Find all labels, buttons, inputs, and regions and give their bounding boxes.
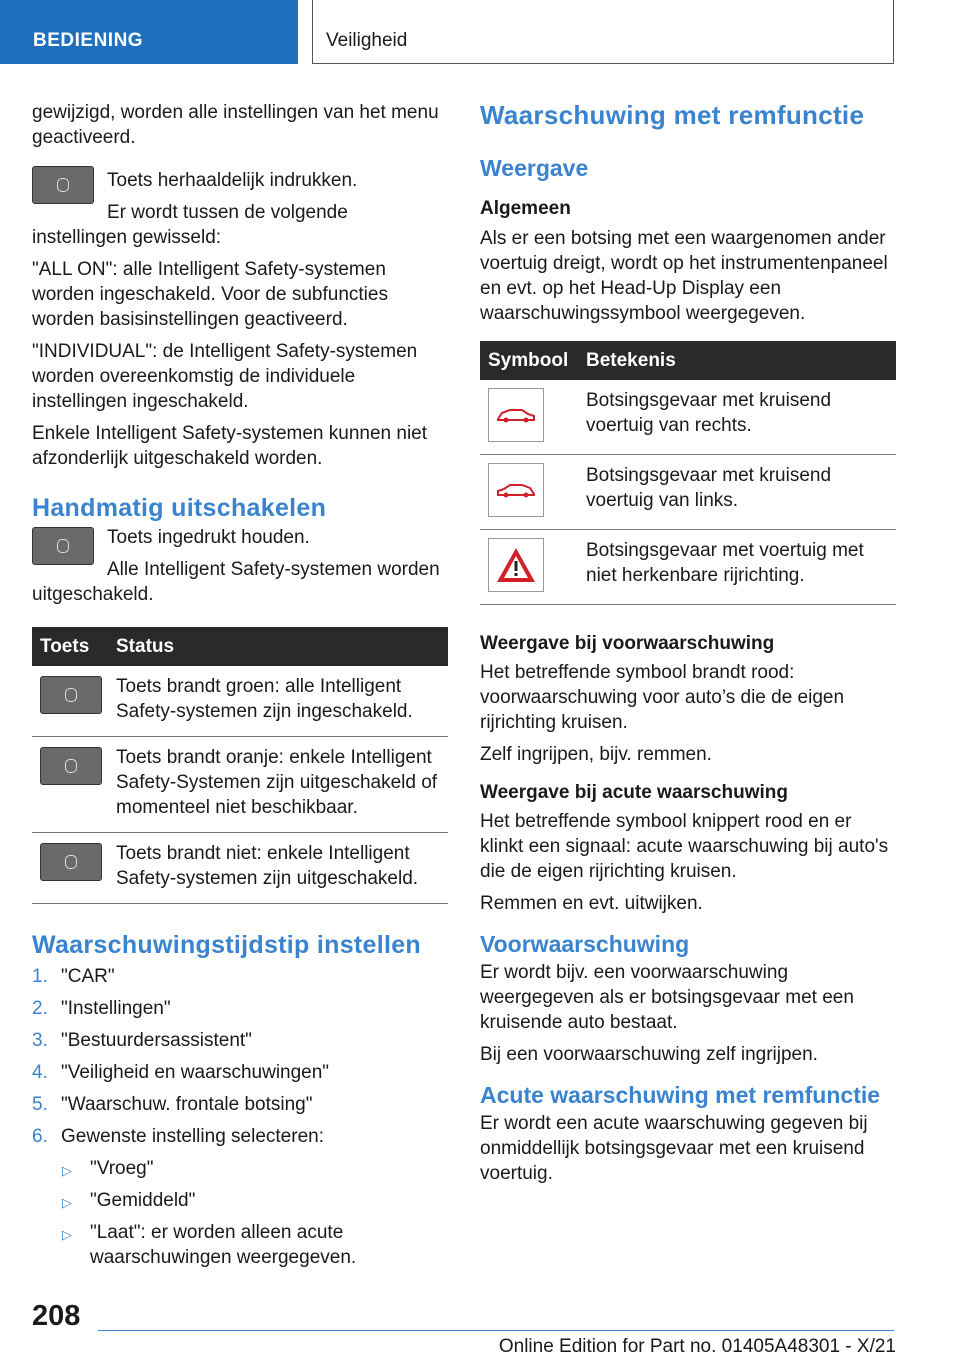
acute-brake-warning-heading: Acute waarschuwing met remfunctie xyxy=(480,1082,881,1108)
steps-list xyxy=(32,964,448,1149)
meaning-cell: Botsingsgevaar met kruisend voertuig van rechts. xyxy=(578,380,896,455)
list-item: 3. "Bestuurdersassistent" xyxy=(32,1030,252,1051)
right-column xyxy=(480,100,896,1186)
manual-off-heading: Handmatig uitschakelen xyxy=(32,494,327,522)
footer-divider xyxy=(98,1330,894,1331)
list-item: 6. Gewenste instelling selecteren: xyxy=(32,1126,324,1147)
chapter-header xyxy=(312,0,894,64)
car-crossing-left-icon xyxy=(488,463,544,517)
meaning-cell: Botsingsgevaar met voertuig met niet herkenbare rijrichting. xyxy=(578,530,896,605)
acute-warning-display-text: Het betreffende symbool knippert rood en er klinkt een signaal: acute waarschuwing bij auto's die de eigen rijrichting kruisen. xyxy=(480,811,889,882)
table-row xyxy=(32,666,448,737)
list-item: 2. "Instellingen" xyxy=(32,998,171,1019)
table-header-row xyxy=(32,627,448,666)
pre-warning-action-text: Zelf ingrijpen, bijv. remmen. xyxy=(480,744,712,765)
hold-button-text: Toets ingedrukt houden. xyxy=(107,527,310,548)
status-cell: Toets brandt oranje: enkele Intelligent Safety-Systemen zijn uitgeschakeld of momenteel niet beschikbaar. xyxy=(108,737,448,833)
option-list xyxy=(32,1156,448,1270)
pre-warning-display-text: Het betreffende symbool brandt rood: voorwaarschuwing voor auto’s die de eigen rijrichting kruisen. xyxy=(480,662,845,733)
press-repeat-text: Toets herhaaldelijk indrukken. xyxy=(107,170,358,191)
brake-warning-heading: Waarschuwing met remfunctie xyxy=(480,100,865,130)
display-heading: Weergave xyxy=(480,155,589,181)
general-text: Als er een botsing met een waargenomen ander voertuig dreigt, wordt op het instrumentenpaneel en evt. op het Head-Up Display een waarschuwingssymbool weergegeven. xyxy=(480,228,888,324)
table-row xyxy=(480,530,896,605)
edition-footer: Online Edition for Part no. 01405A48301 - X/21 xyxy=(498,1336,896,1357)
table-row xyxy=(32,833,448,904)
safety-button-off-icon xyxy=(40,843,102,881)
safety-button-orange-icon xyxy=(40,747,102,785)
safety-button-icon xyxy=(32,166,94,204)
table-row xyxy=(480,455,896,530)
safety-button-icon xyxy=(32,527,94,565)
section-label: BEDIENING xyxy=(33,30,144,51)
table-header-row xyxy=(480,341,896,380)
switch-text: Er wordt tussen de volgende instellingen gewisseld: xyxy=(32,202,348,248)
car-crossing-right-icon xyxy=(488,388,544,442)
list-item: ▷ "Gemiddeld" xyxy=(32,1188,448,1213)
list-item: ▷ "Vroeg" xyxy=(32,1156,448,1181)
some-systems-text: Enkele Intelligent Safety-systemen kunnen niet afzonderlijk uitgeschakeld worden. xyxy=(32,423,428,469)
list-item: ▷ "Laat": er worden alleen acute waarschuwingen weergegeven. xyxy=(62,1222,357,1268)
list-item: 1. "CAR" xyxy=(32,966,115,987)
table-row xyxy=(32,737,448,833)
pre-warning-display-heading: Weergave bij voorwaarschuwing xyxy=(480,633,775,654)
all-off-text: Alle Intelligent Safety-systemen worden uitgeschakeld. xyxy=(32,559,440,605)
warning-timing-heading: Waarschuwingstijdstip instellen xyxy=(32,931,421,959)
intro-text: gewijzigd, worden alle instellingen van het menu geactiveerd. xyxy=(32,102,439,148)
page-number: 208 xyxy=(32,1300,81,1332)
warning-triangle-icon xyxy=(488,538,544,592)
pre-warning-action: Bij een voorwaarschuwing zelf ingrijpen. xyxy=(480,1044,818,1065)
acute-warning-display-heading: Weergave bij acute waarschuwing xyxy=(480,782,788,803)
acute-brake-warning-text: Er wordt een acute waarschuwing gegeven bij onmiddellijk botsingsgevaar met een kruisend voertuig. xyxy=(480,1113,868,1184)
chapter-label: Veiligheid xyxy=(326,30,408,51)
general-heading: Algemeen xyxy=(480,198,571,219)
table-header-symbool: Symbool xyxy=(480,341,578,380)
list-item: 4. "Veiligheid en waarschuwingen" xyxy=(32,1062,330,1083)
triangle-bullet-icon: ▷ xyxy=(62,1195,72,1210)
meaning-cell: Botsingsgevaar met kruisend voertuig van links. xyxy=(578,455,896,530)
left-column xyxy=(32,100,448,1277)
table-header-status: Status xyxy=(108,627,448,666)
section-tab xyxy=(0,0,298,64)
safety-button-green-icon xyxy=(40,676,102,714)
all-on-text: "ALL ON": alle Intelligent Safety-systemen worden ingeschakeld. Voor de subfuncties worden basisinstellingen geactiveerd. xyxy=(32,259,388,330)
table-header-betekenis: Betekenis xyxy=(578,341,896,380)
individual-text: "INDIVIDUAL": de Intelligent Safety-systemen worden overeenkomstig de individuele instellingen ingeschakeld. xyxy=(32,341,418,412)
status-cell: Toets brandt groen: alle Intelligent Safety-systemen zijn ingeschakeld. xyxy=(108,666,448,737)
symbol-table xyxy=(480,341,896,605)
acute-warning-action-text: Remmen en evt. uitwijken. xyxy=(480,893,703,914)
table-header-toets: Toets xyxy=(32,627,108,666)
status-cell: Toets brandt niet: enkele Intelligent Safety-systemen zijn uitgeschakeld. xyxy=(108,833,448,904)
status-table xyxy=(32,627,448,904)
list-item: 5. "Waarschuw. frontale botsing" xyxy=(32,1094,313,1115)
table-row xyxy=(480,380,896,455)
pre-warning-text: Er wordt bijv. een voorwaarschuwing weergegeven als er botsingsgevaar met een kruisende auto bestaat. xyxy=(480,962,854,1033)
triangle-bullet-icon: ▷ xyxy=(62,1227,72,1242)
pre-warning-heading: Voorwaarschuwing xyxy=(480,931,690,957)
triangle-bullet-icon: ▷ xyxy=(62,1163,72,1178)
